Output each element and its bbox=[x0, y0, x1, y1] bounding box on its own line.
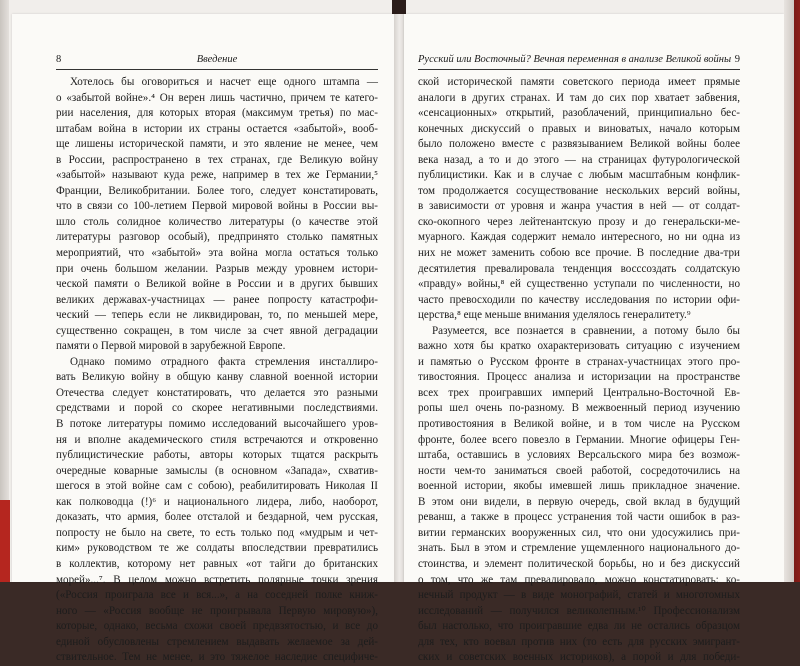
header-rule-left bbox=[56, 69, 378, 70]
text-line: литературы разговор особый), предпринято столько памятных bbox=[56, 231, 378, 244]
text-line: ного — «Россия вообще не проигрывала Первую мировую»), bbox=[56, 604, 378, 617]
text-line: и памятью о Русском фронте в странах-участницах этого про- bbox=[418, 355, 740, 368]
running-head-title-left: Введение bbox=[196, 54, 238, 65]
text-line: для тех, кто воевал против них (то есть для русских эмигрант- bbox=[418, 635, 740, 648]
text-line: реванш, а также в процесс устранения той части ошибок в раз- bbox=[418, 511, 740, 524]
text-line: рии населения, для которых вторая (максимум третья) по мас- bbox=[56, 107, 378, 120]
text-line: в коллектив, которому нет равных «от тайги до британских bbox=[56, 557, 378, 570]
text-line: исследований — получился великолепным.¹⁰ Профессионализм bbox=[418, 604, 740, 617]
left-page bbox=[12, 14, 396, 664]
text-line: В этом они видели, в первую очередь, свой вклад в будущий bbox=[418, 495, 740, 508]
text-line: ствительное. Тем не менее, и это тяжелое наследие специфиче- bbox=[56, 651, 378, 664]
text-line: ских и советских военных историков), а порой и для победи- bbox=[418, 651, 740, 664]
page-edge-left bbox=[0, 0, 9, 582]
text-line: знать. Был в этом и стремление ущемленного национального до- bbox=[418, 542, 740, 555]
text-line: ческий — теперь если не ликвидирован, то, по меньшей мере, bbox=[56, 309, 378, 322]
page-number-left: 8 bbox=[56, 54, 62, 65]
text-line: мероприятий, что «забытой» эта война могла остаться только bbox=[56, 247, 378, 260]
running-head-title-right: Русский или Восточный? Вечная переменная в анализе Великой войны bbox=[418, 54, 732, 65]
text-line: как полководца (!)⁶ и национального лидера, либо, наоборот, bbox=[56, 495, 378, 508]
text-line: церства,⁸ еще меньше внимания уделялось генералитету.⁹ bbox=[418, 309, 691, 322]
text-line: стоинства, и элемент политической борьбы, но и без дискуссий bbox=[418, 557, 740, 570]
text-line: было положено вместе с развязыванием Великой войны более bbox=[418, 138, 740, 151]
text-line: шегося в этой войне сам с собою), реабилитировать Николая II bbox=[56, 480, 378, 493]
text-line: часто превосходили по качеству исследования по истории офи- bbox=[418, 293, 740, 306]
text-line: ско-окопного через лейтенантскую прозу и до генеральски-ме- bbox=[418, 215, 740, 228]
text-line: Франции, Великобритании. Более того, следует констатировать, bbox=[56, 184, 378, 197]
text-line: конечных дискуссий о правых и виноватых, начало которым bbox=[418, 122, 740, 135]
text-line: них не может заменить собою все прочие. В последние два-три bbox=[418, 247, 740, 260]
text-line: Разумеется, все познается в сравнении, а потому было бы bbox=[432, 324, 740, 337]
text-line: противостояния в Великой войне, и в том числе на Русском bbox=[418, 418, 740, 431]
text-line: витии германских вооруженных сил, что они удосужились при- bbox=[418, 526, 740, 539]
text-line: «забытой» называют куда реже, например в тех же Германии,⁵ bbox=[56, 169, 378, 182]
text-line: штаба, оставшись в условиях Версальского мира без возмож- bbox=[418, 449, 740, 462]
text-line: публицистические работы, авторы которых тщатся раскрыть bbox=[56, 449, 378, 462]
text-line: («Россия проиграла все и вся...», а на соседней полке книж- bbox=[56, 589, 378, 602]
text-line: тивостояния. Процесс анализа и историзации на пространстве bbox=[418, 371, 740, 384]
text-line: доказать, что армия, более отсталой и бездарной, чем русская, bbox=[56, 511, 378, 524]
text-line: которые, однако, весьма схожи своей предвзятостью, и все до bbox=[56, 620, 378, 633]
text-line: в зависимости от уровня и жанра участия в ней — от солдат- bbox=[418, 200, 740, 213]
text-line: великих державах-участницах — ранее попросту катастрофи- bbox=[56, 293, 378, 306]
page-edge-right bbox=[784, 0, 800, 582]
text-line: ности чем-то заниматься своей работой, сосредоточились на bbox=[418, 464, 740, 477]
text-line: Однако помимо отрадного факта стремления инсталлиро- bbox=[70, 355, 378, 368]
text-line: всех трех проигравших империй Центрально-Восточной Ев- bbox=[418, 386, 740, 399]
text-line: ще лишены исторической памяти, и это явление не менее, чем bbox=[56, 138, 378, 151]
text-line: при очень большом желании. Разрыв между уровнем истори- bbox=[56, 262, 378, 275]
text-line: морей»...⁷. В целом можно встретить полярные точки зрения bbox=[56, 573, 378, 586]
text-line: о «забытой войне».⁴ Он верен лишь частично, причем те катего- bbox=[56, 91, 378, 104]
text-line: В потоке литературы помимо исследований высочайшего уров- bbox=[56, 418, 378, 431]
text-line: публицистики. Как и в случае с любым масштабным конфлик- bbox=[418, 169, 740, 182]
text-line: аналоги в других странах. И там до сих пор хватает забвения, bbox=[418, 91, 740, 104]
red-cover-edge bbox=[0, 500, 10, 582]
text-line: вать Великую войну в общую канву славной военной истории bbox=[56, 371, 378, 384]
text-line: ня и вполне академического стиля встречаются и откровенно bbox=[56, 433, 378, 446]
text-line: Хотелось бы оговориться и насчет еще одного штампа — bbox=[70, 76, 378, 88]
text-line: ческой памяти о Великой войне в России и в других бывших bbox=[56, 278, 378, 291]
text-line: средствами и порой со скорее негативными последствиями. bbox=[56, 402, 378, 415]
right-page bbox=[404, 14, 784, 664]
text-line: фронте, более всего повезло в Германии. Многие офицеры Ген- bbox=[418, 433, 740, 446]
text-line: очередные коварные замыслы (в основном «Запада», схватив- bbox=[56, 464, 378, 477]
text-line: что в связи со 100-летием Первой мировой войны в России вы- bbox=[56, 200, 378, 213]
text-line: века назад, а то и до этого — на страницах футурологической bbox=[418, 153, 740, 166]
text-line: ким» руководством те же солдаты впоследствии превратились bbox=[56, 542, 378, 555]
text-line: нечный продукт — в виде монографий, статей и многотомных bbox=[418, 589, 740, 602]
text-line: единой обусловлены стремлением выдавать желаемое за дей- bbox=[56, 635, 378, 648]
body-text-left bbox=[56, 75, 378, 666]
text-line: «правду» войны,⁸ ей существенно уступали по численности, но bbox=[418, 278, 740, 291]
body-text-right bbox=[418, 75, 740, 666]
text-line: важно хотя бы кратко охарактеризовать ситуацию с изучением bbox=[418, 340, 740, 353]
header-rule-right bbox=[418, 69, 740, 70]
text-line: существенно сокращен, в том числе за счет явной деградации bbox=[56, 324, 378, 337]
text-line: ской исторической памяти советского периода имеет прямые bbox=[418, 76, 740, 88]
text-line: военной истории, якобы имевшей лишь прикладное значение. bbox=[418, 480, 740, 493]
text-line: муарного. Каждая содержит немало интересного, но ни одна из bbox=[418, 231, 740, 244]
text-line: был настолько, что проигравшие едва ли не остались образцом bbox=[418, 620, 740, 633]
text-line: ропы шел очень по-разному. В межвоенный период изучению bbox=[418, 402, 740, 415]
text-line: десятилетия превалировала тенденция восссоздать солдатскую bbox=[418, 262, 740, 275]
text-line: попросту не было на свете, то есть только под «мудрым и чет- bbox=[56, 526, 378, 539]
text-line: штабам война в истории их страны остается «забытой», вооб- bbox=[56, 122, 378, 135]
text-line: «сенсационных» открытий, разоблачений, принципиально бес- bbox=[418, 107, 740, 120]
text-line: памяти о Первой мировой в зарубежной Европе. bbox=[56, 340, 286, 353]
text-line: шло столь солидное количество литературы (о качестве этой bbox=[56, 215, 378, 228]
page-number-right: 9 bbox=[734, 54, 740, 65]
text-line: в России, распространено в тех странах, где Великую войну bbox=[56, 153, 378, 166]
text-line: том продолжается сосуществование нескольких версий войны, bbox=[418, 184, 740, 197]
text-line: Отечества следует констатировать, что делается это разными bbox=[56, 386, 378, 399]
text-line: о том, что же там превалировало, можно констатировать: ко- bbox=[418, 573, 740, 586]
